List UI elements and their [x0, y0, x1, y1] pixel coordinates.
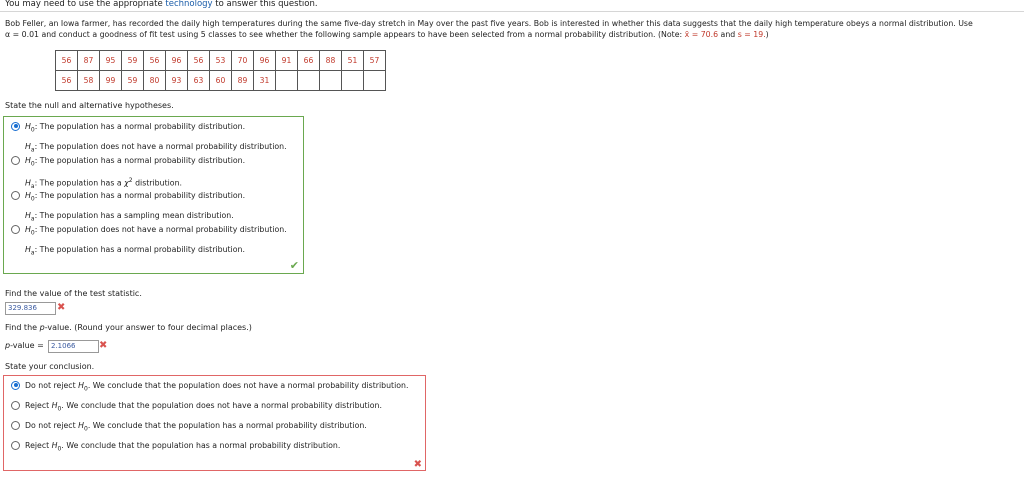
conclusion-option[interactable]: Do not reject $H_0$. We conclude that the population does not have a normal probability distribution.: [11, 378, 408, 398]
table-cell: 80: [144, 71, 166, 91]
table-cell: 31: [254, 71, 276, 91]
pvalue-label: p-value =: [5, 341, 44, 350]
table-cell: [320, 71, 342, 91]
hypothesis-option[interactable]: $H_0$: The population has a normal probability distribution. $H_a$: The population has a sampling mean distribution.: [11, 188, 245, 227]
pvalue-input[interactable]: 2.1066: [48, 340, 99, 353]
table-cell: 93: [166, 71, 188, 91]
table-cell: [298, 71, 320, 91]
correct-check-icon: ✔: [289, 259, 299, 272]
table-cell: 95: [100, 51, 122, 71]
table-cell: 99: [100, 71, 122, 91]
incorrect-x-icon: ✖: [57, 302, 66, 313]
radio-button[interactable]: [11, 191, 20, 200]
table-cell: 87: [78, 51, 100, 71]
conclusion-answer-box: [3, 375, 426, 471]
test-stat-input[interactable]: 329.836: [5, 302, 56, 315]
table-cell: 89: [232, 71, 254, 91]
hypothesis-option[interactable]: $H_0$: The population does not have a normal probability distribution. $H_a$: The population has a normal probability distribution.: [11, 222, 287, 261]
table-cell: 96: [254, 51, 276, 71]
radio-button[interactable]: [11, 401, 20, 410]
problem-statement: Bob Feller, an Iowa farmer, has recorded the daily high temperatures during the same five-day stretch in May over the past five years. Bob is interested in whether this data suggests that the daily high temperature obeys a normal distribution. Use α = 0.01 and conduct a goodness of fit test using 5 classes to see whether the following sample appears to have been selected from a normal probability distribution. (Note: x̄ = 70.6 and s = 19.): [5, 19, 973, 39]
divider: [0, 11, 1024, 12]
conclusion-prompt: State your conclusion.: [5, 362, 95, 371]
table-cell: 91: [276, 51, 298, 71]
hypotheses-prompt: State the null and alternative hypotheses.: [5, 101, 174, 110]
table-cell: 56: [188, 51, 210, 71]
table-cell: 56: [144, 51, 166, 71]
conclusion-option[interactable]: Do not reject $H_0$. We conclude that the population has a normal probability distribution.: [11, 418, 367, 438]
table-cell: 59: [122, 71, 144, 91]
table-cell: 70: [232, 51, 254, 71]
table-cell: 57: [364, 51, 386, 71]
table-cell: 58: [78, 71, 100, 91]
table-row: [56, 51, 386, 71]
table-cell: [276, 71, 298, 91]
technology-link[interactable]: technology: [165, 0, 213, 9]
hypothesis-option[interactable]: $H_0$: The population has a normal probability distribution. $H_a$: The population does not have a normal probability distribution.: [11, 119, 287, 158]
conclusion-option[interactable]: Reject $H_0$. We conclude that the population does not have a normal probability distribution.: [11, 398, 382, 418]
test-stat-prompt: Find the value of the test statistic.: [5, 289, 142, 298]
table-cell: 96: [166, 51, 188, 71]
pvalue-prompt: Find the p-value. (Round your answer to four decimal places.): [5, 323, 252, 332]
conclusion-option[interactable]: Reject $H_0$. We conclude that the population has a normal probability distribution.: [11, 438, 340, 458]
radio-button[interactable]: [11, 122, 20, 131]
table-cell: 53: [210, 51, 232, 71]
incorrect-x-icon: ✖: [413, 459, 422, 470]
table-cell: 56: [56, 51, 78, 71]
table-cell: 51: [342, 51, 364, 71]
table-cell: 63: [188, 71, 210, 91]
table-cell: [364, 71, 386, 91]
table-cell: 59: [122, 51, 144, 71]
radio-button[interactable]: [11, 441, 20, 450]
table-cell: 88: [320, 51, 342, 71]
radio-button[interactable]: [11, 421, 20, 430]
incorrect-x-icon: ✖: [99, 340, 108, 351]
radio-button[interactable]: [11, 381, 20, 390]
table-row: [56, 71, 386, 91]
data-table: [55, 50, 386, 91]
table-cell: 60: [210, 71, 232, 91]
table-cell: [342, 71, 364, 91]
table-cell: 56: [56, 71, 78, 91]
radio-button[interactable]: [11, 225, 20, 234]
hypothesis-option[interactable]: $H_0$: The population has a normal probability distribution. $H_a$: The population has a $\chi^2$ distribution.: [11, 153, 245, 195]
table-cell: 66: [298, 51, 320, 71]
instruction-note: You may need to use the appropriate technology to answer this question.: [5, 0, 318, 9]
radio-button[interactable]: [11, 156, 20, 165]
hypotheses-answer-box: [3, 116, 304, 274]
